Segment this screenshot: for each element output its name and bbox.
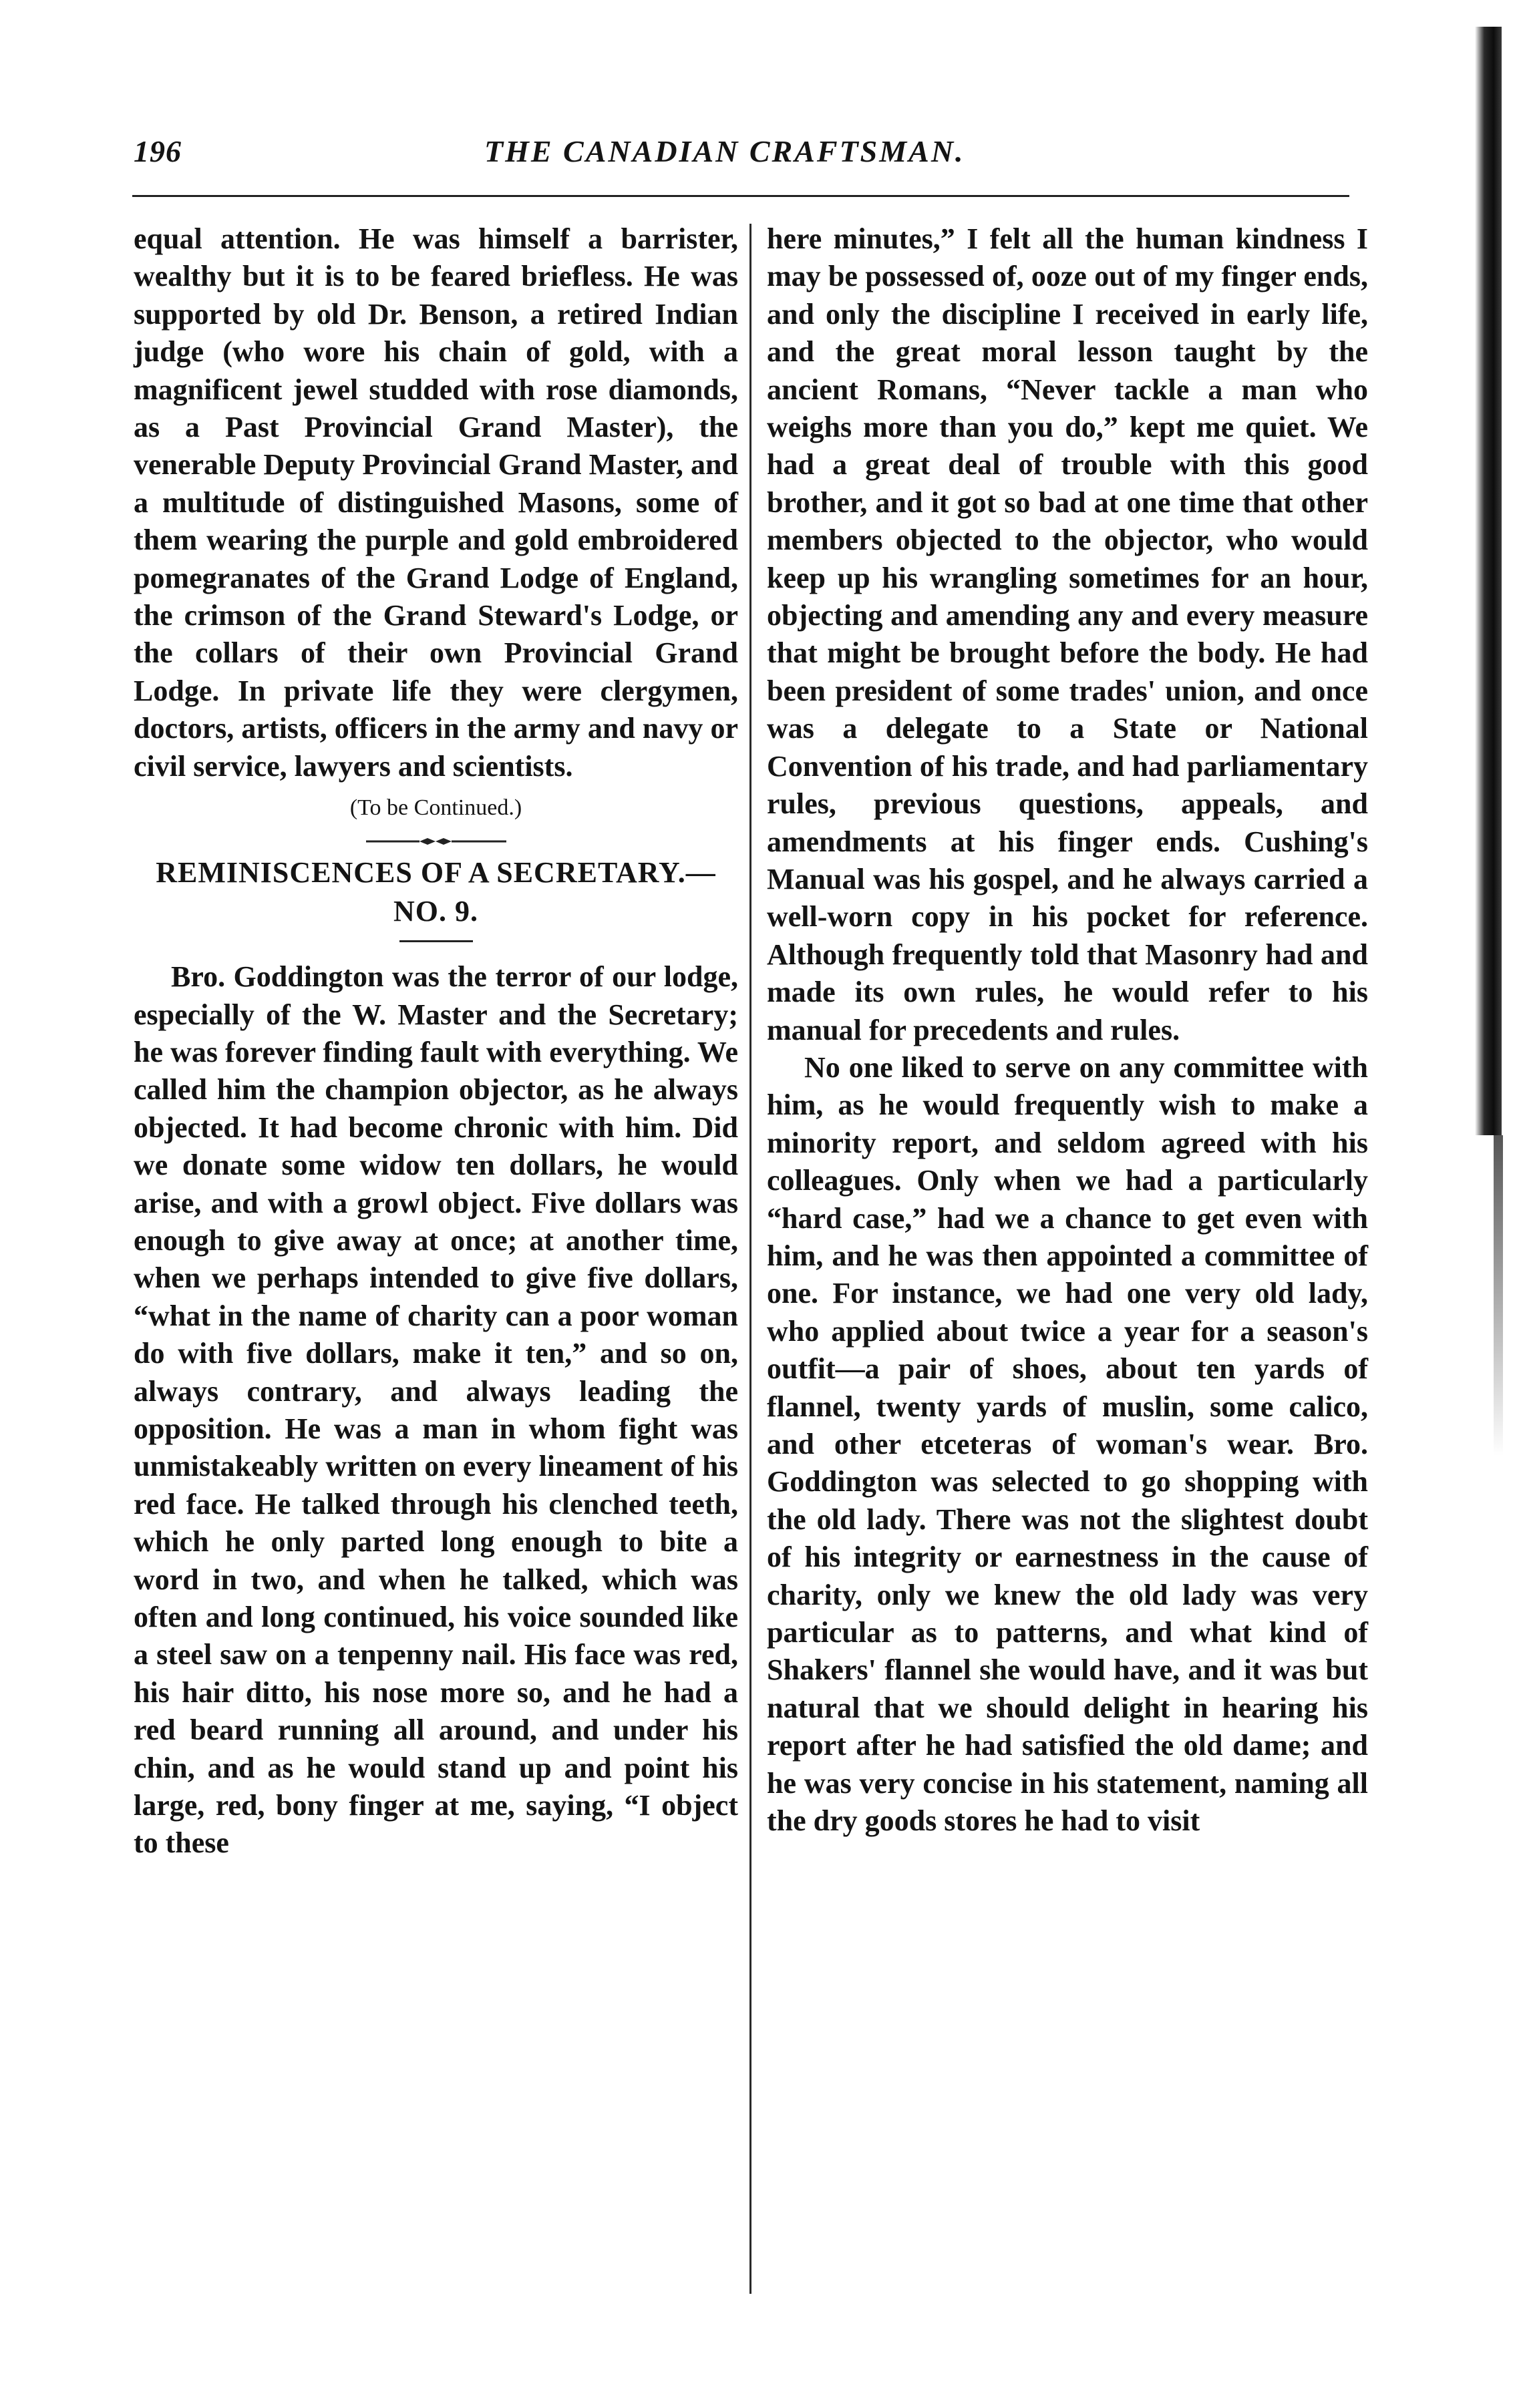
heading-rule — [399, 940, 473, 942]
journal-title: THE CANADIAN CRAFTSMAN. — [484, 134, 965, 168]
header-rule — [132, 195, 1349, 197]
paragraph: here minutes,” I felt all the human kindness I may be possessed of, ooze out of my finger ends, and only the discipline I received in early life, and the great moral lesson taught by the ancient Romans, “Never tackle a man who weighs more than you do,” kept me quiet. We had a great deal of trouble with this good brother, and it got so bad at one time that other members objected to the objector, who would keep up his wrangling sometimes for an hour, objecting and amending any and every measure that might be brought before the body. He had been president of some trades' union, and once was a delegate to a State or National Convention of his trade, and had parliamentary rules, previous questions, appeals, and amendments at his finger ends. Cushing's Manual was his gospel, and he always carried a well-worn copy in his pocket for reference. Although frequently told that Masonry had and made its own rules, he would refer to his manual for precedents and rules. — [767, 222, 1368, 1046]
paragraph: No one liked to serve on any committee with him, as he would frequently wish to make a minority report, and seldom agreed with his colleagues. Only when we had a particularly “hard case,” had we a chance to get even with him, and he was then appointed a committee of one. For instance, we had one very old lady, who applied about twice a year for a season's outfit—a pair of shoes, about ten yards of flannel, twenty yards of muslin, some calico, and other etceteras of woman's wear. Bro. Goddington was selected to go shopping with the old lady. There was not the slightest doubt of his integrity or earnestness in the cause of charity, only we knew the old lady was very particular as to patterns, and what kind of Shakers' flannel she would have, and it was but natural that we should delight in hearing his report after he had satisfied the old dame; and he was very concise in his statement, naming all the dry goods stores he had to visit — [767, 1050, 1368, 1838]
page-edge-shadow-fade — [1494, 1135, 1503, 1456]
section-ornament — [134, 836, 738, 847]
article-heading: REMINISCENCES OF A SECRETARY.—NO. 9. — [156, 856, 716, 928]
paragraph: equal attention. He was himself a barrister, wealthy but it is to be feared briefless. He was supported by old Dr. Benson, a retired Indian judge (who wore his chain of gold, with a magnificent jewel studded with rose diamonds, as a Past Provincial Grand Master), the venerable Deputy Provincial Grand Master, and a multitude of distinguished Masons, some of them wearing the purple and gold embroidered pomegranates of the Grand Lodge of England, the crimson of the Grand Steward's Lodge, or the collars of their own Provincial Grand Lodge. In private life they were clergymen, doctors, artists, officers in the army and navy or civil service, lawyers and scientists. — [134, 222, 738, 783]
page-number: 196 — [134, 134, 182, 168]
to-be-continued-note: (To be Continued.) — [349, 795, 522, 821]
left-column — [134, 220, 738, 1862]
paragraph: Bro. Goddington was the terror of our lodge, especially of the W. Master and the Secretary; he was forever finding fault with everything. We called him the champion objector, as he always objected. It had become chronic with him. Did we donate some widow ten dollars, he would arise, and with a growl object. Five dollars was enough to give away at once; at another time, when we perhaps intended to give five dollars, “what in the name of charity can a poor woman do with five dollars, make it ten,” and so on, always contrary, and always leading the opposition. He was a man in whom fight was unmistakeably written on every lineament of his red face. He talked through his clenched teeth, which he only parted long enough to bite a word in two, and when he talked, which was often and long continued, his voice sounded like a steel saw on a tenpenny nail. His face was red, his hair ditto, his nose more so, and he had a red beard running all around, and under his chin, and as he would stand up and point his large, red, bony finger at me, saying, “I object to these — [134, 960, 738, 1860]
page-header — [134, 134, 1336, 180]
ornament-rule-icon — [366, 836, 506, 847]
right-column — [767, 220, 1368, 1840]
column-divider — [749, 224, 751, 2294]
page-edge-shadow — [1475, 27, 1502, 1135]
